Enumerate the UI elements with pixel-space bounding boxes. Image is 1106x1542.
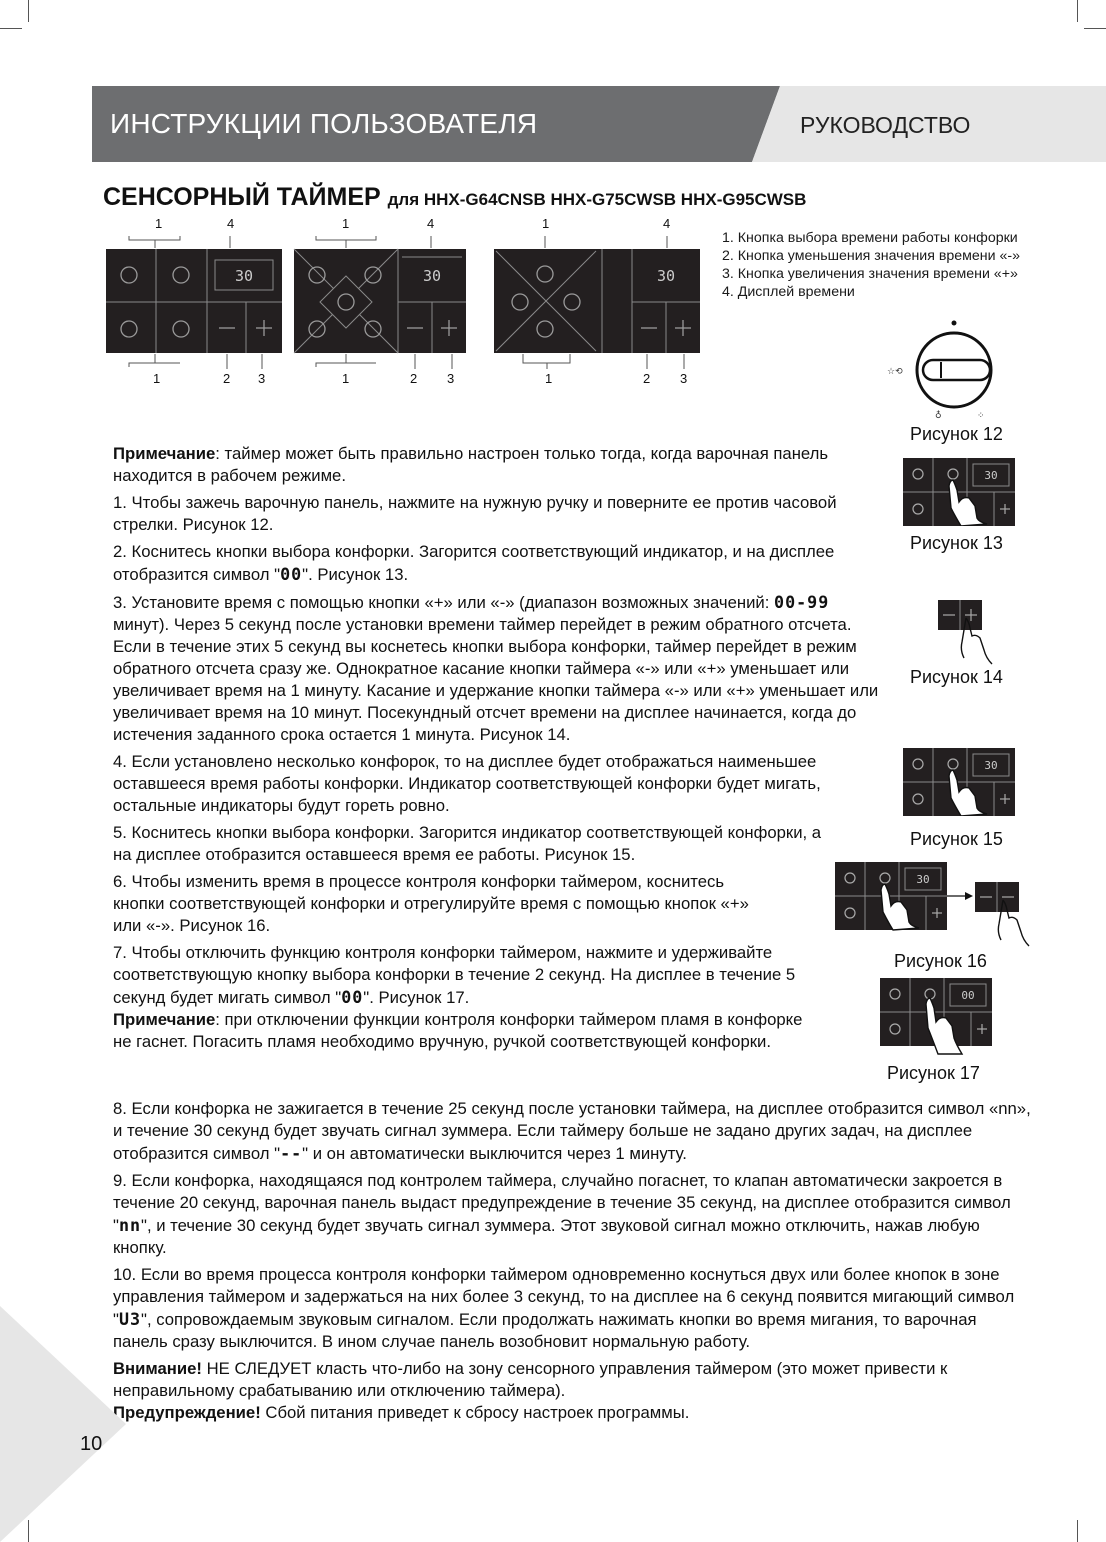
crop-mark — [1084, 28, 1106, 29]
page-number: 10 — [80, 1433, 103, 1455]
legend-item: 1. Кнопка выбора времени работы конфорки — [722, 230, 1018, 246]
instructions-column — [113, 443, 885, 1058]
display-value: 30 — [984, 469, 998, 482]
label-2: 2 — [643, 371, 651, 386]
timer-panel-2 — [286, 214, 476, 394]
figure-13-caption: Рисунок 13 — [910, 533, 1003, 553]
step-5: 5. Коснитесь кнопки выбора конфорки. Загорится индикатор соответствующей конфорки, а на дисплее отобразится оставшееся время ее работы. Рисунок 15. — [113, 823, 822, 864]
instructions-wide — [113, 1098, 1033, 1429]
step-4: 4. Если установлено несколько конфорок, то на дисплее будет отображаться наименьшее оставшееся время работы конфорки. Индикатор соответствующей конфорки будет мигать, остальные индикаторы будут гореть ровно. — [113, 752, 821, 815]
label-1: 1 — [342, 371, 350, 386]
figure-15-caption: Рисунок 15 — [910, 829, 1003, 849]
display-symbol: 00 — [280, 564, 303, 584]
label-1: 1 — [342, 216, 350, 231]
arrow-icon — [965, 892, 973, 900]
step-9: 9. Если конфорка, находящаяся под контролем таймера, случайно погаснет, то клапан автоматически закроется в течение 20 секунд, варочная панель выдаст предупреждение в течение 35 секунд, на дисплее отобразится символ "nn", и течение 30 секунд будет звучать сигнал зуммера. Этот звуковой сигнал можно отключить, нажав любую кнопку. — [113, 1171, 1011, 1257]
figure-13 — [903, 458, 1015, 526]
title-models: для HHX-G64CNSB HHX-G75CWSB HHX-G95CWSB — [387, 190, 807, 209]
step-10: 10. Если во время процесса контроля конфорки таймером одновременно коснуться двух или более кнопок в зоне управления таймером и задержаться на них более 3 секунд, то на дисплее на 6 секунд появится мигающий символ "U3", сопровождаемым звуковым сигналом. Если продолжать нажимать кнопки во время мигания, то варочная панель сразу выключится. В ином случае панель возобновит нормальную работу. — [113, 1265, 1015, 1351]
header-section: РУКОВОДСТВО — [800, 112, 971, 138]
label-4: 4 — [427, 216, 435, 231]
step-7: 7. Чтобы отключить функцию контроля конфорки таймером, нажмите и удерживайте соответствующую кнопку выбора конфорки в течение 2 секунд. На дисплее в течение 5 секунд будет мигать символ "00". Рисунок 17. — [113, 943, 796, 1007]
legend-item: 4. Дисплей времени — [722, 284, 855, 300]
label-1: 1 — [542, 216, 550, 231]
figure-14-caption: Рисунок 14 — [910, 667, 1003, 687]
step-6: 6. Чтобы изменить время в процессе контроля конфорки таймером, коснитесь кнопки соответствующей конфорки и отрегулируйте время с помощью кнопок «+» или «-». Рисунок 16. — [113, 872, 749, 935]
label-1: 1 — [153, 371, 161, 386]
crop-mark — [1077, 1520, 1078, 1542]
note-label: Примечание — [113, 1010, 216, 1029]
note-2: Примечание: при отключении функции контроля конфорки таймером пламя в конфорке не гаснет. Погасить пламя необходимо вручную, ручкой соответствующей конфорки. — [113, 1010, 803, 1051]
flame-ignite-icon: ☆⟲ — [887, 367, 903, 377]
display-symbol: nn — [118, 1215, 142, 1235]
display-value: 30 — [234, 267, 254, 285]
legend — [722, 229, 1020, 301]
page-header — [92, 86, 1106, 162]
label-4: 4 — [227, 216, 235, 231]
crop-mark — [28, 0, 29, 22]
label-3: 3 — [258, 371, 266, 386]
figure-14 — [936, 598, 1006, 668]
display-symbol: 00-99 — [774, 592, 830, 612]
timer-panel-3 — [486, 214, 708, 394]
display-value: 30 — [656, 267, 676, 285]
step-2: 2. Коснитесь кнопки выбора конфорки. Загорится соответствующий индикатор, и на дисплее отобразится символ "00". Рисунок 13. — [113, 542, 835, 584]
step-8: 8. Если конфорка не зажигается в течение 25 секунд после установки таймера, на дисплее отобразится символ «nn», и течение 30 секунд будет звучать сигнал зуммера. Если таймеру больше не задано других задач, на дисплее отобразится символ "--" и он автоматически выключится через 1 минуту. — [113, 1099, 1031, 1163]
alert: Предупреждение! Сбой питания приведет к сбросу настроек программы. — [113, 1403, 690, 1422]
display-symbol: -- — [280, 1143, 303, 1163]
figure-12-caption: Рисунок 12 — [910, 424, 1003, 444]
timer-panel-1 — [96, 214, 292, 394]
label-3: 3 — [680, 371, 688, 386]
legend-item: 2. Кнопка уменьшения значения времени «-» — [722, 248, 1021, 264]
label-2: 2 — [223, 371, 231, 386]
note-paragraph — [113, 443, 885, 487]
page-title — [103, 183, 806, 212]
large-flame-icon: ⁘ — [977, 411, 985, 421]
display-value: 30 — [422, 267, 442, 285]
header-title: ИНСТРУКЦИИ ПОЛЬЗОВАТЕЛЯ — [110, 108, 538, 139]
display-value: 00 — [961, 989, 975, 1002]
label-4: 4 — [663, 216, 671, 231]
display-symbol: U3 — [118, 1309, 142, 1329]
figure-17-caption: Рисунок 17 — [887, 1063, 980, 1083]
note-label: Примечание — [113, 444, 216, 463]
legend-item: 3. Кнопка увеличения значения времени «+» — [722, 266, 1018, 282]
step-1: 1. Чтобы зажечь варочную панель, нажмите на нужную ручку и поверните ее против часовой стрелки. Рисунок 12. — [113, 493, 837, 534]
title-main: СЕНСОРНЫЙ ТАЙМЕР — [103, 183, 381, 211]
step-3: 3. Установите время с помощью кнопки «+» или «-» (диапазон возможных значений: 00-99 минут). Через 5 секунд после установки времени таймер перейдет в режим обратного отсчета. Если в течение этих 5 секунд вы коснетесь кнопки выбора конфорки, таймер перейдет в режим обратного отсчета сразу же. Однократное касание кнопки таймера «-» или «+» уменьшает или увеличивает время на 1 минуту. Касание и удержание кнопки таймера «-» или «+» уменьшает или увеличивает время на 10 минут. Посекундный отсчет времени на дисплее начинается, когда до истечения заданного срока остается 1 минута. Рисунок 14. — [113, 592, 879, 744]
crop-mark — [0, 28, 22, 29]
label-2: 2 — [410, 371, 418, 386]
figure-15 — [903, 748, 1015, 816]
display-value: 30 — [916, 873, 930, 886]
display-symbol: 00 — [341, 987, 364, 1007]
alert-label: Предупреждение! — [113, 1403, 261, 1422]
warning: Внимание! НЕ СЛЕДУЕТ класть что-либо на зону сенсорного управления таймером (это может привести к неправильному срабатыванию или отключению таймера). — [113, 1359, 948, 1400]
figure-17 — [880, 978, 992, 1056]
note-text: : таймер может быть правильно настроен только тогда, когда варочная панель находится в рабочем режиме. — [113, 444, 829, 485]
label-1: 1 — [155, 216, 163, 231]
label-1: 1 — [545, 371, 553, 386]
small-flame-icon: ♁ — [935, 411, 942, 421]
corner-decoration — [0, 1306, 130, 1542]
display-value: 30 — [984, 759, 998, 772]
knob-figure — [885, 314, 1005, 424]
warning-label: Внимание! — [113, 1359, 202, 1378]
label-3: 3 — [447, 371, 455, 386]
crop-mark — [1077, 0, 1078, 22]
figure-16-caption: Рисунок 16 — [894, 951, 987, 971]
